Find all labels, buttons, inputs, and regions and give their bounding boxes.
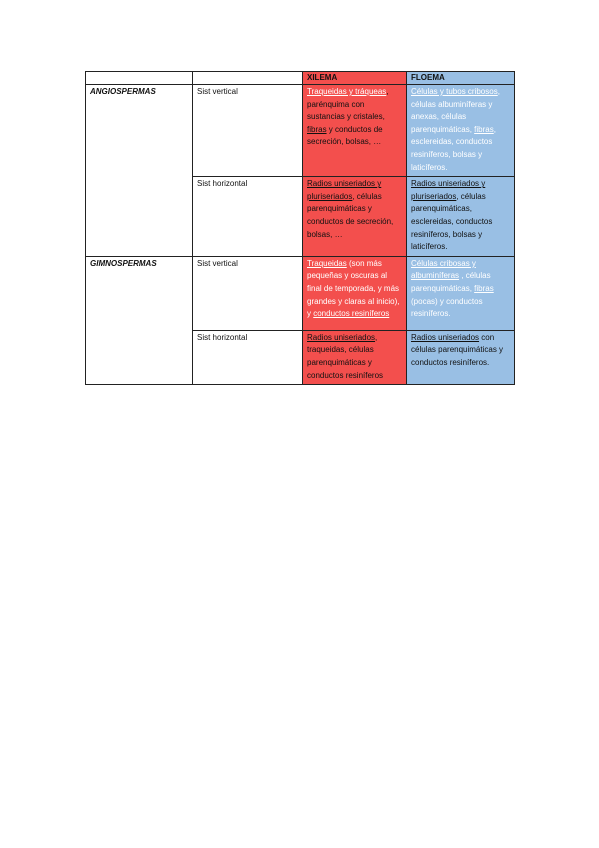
floema-cell — [407, 256, 515, 330]
cell-text: , células parenquimáticas, — [411, 271, 491, 293]
system-label: Sist horizontal — [193, 330, 303, 384]
cell-text: con células parenquimáticas y conductos resiníferos. — [411, 332, 504, 367]
cell-link: fibras — [474, 283, 494, 293]
floema-cell — [407, 177, 515, 257]
system-label: Sist vertical — [193, 85, 303, 177]
cell-link: fibras — [474, 124, 494, 134]
cell-text: (son más pequeñas y oscuras al final de temporada, y más grandes y claras al inicio), y — [307, 258, 400, 319]
cell-link: fibras — [307, 124, 327, 134]
cell-link: Células y tubos cribosos — [411, 87, 498, 96]
header-empty-cell-2 — [193, 72, 303, 85]
cell-text: , células albuminíferas y anexas, células parenquimáticas, — [411, 87, 500, 134]
xilema-cell — [303, 330, 407, 384]
cell-link: Células cribosas y albuminíferas — [411, 258, 476, 281]
cell-text: , células parenquimáticas, esclereidas, conductos resiníferos, bolsas y laticíferos. — [411, 191, 493, 252]
cell-text: (pocas) y conductos resiníferos. — [411, 296, 483, 319]
cell-link: Traqueidas y tráqueas — [307, 87, 387, 96]
cell-text: , traqueidas, células parenquimáticas y conductos resiníferos — [307, 332, 384, 380]
cell-text: , parénquima con sustancias y cristales, — [307, 87, 389, 122]
xilema-cell — [303, 85, 407, 177]
cell-text: y conductos de secreción, bolsas, … — [307, 124, 383, 147]
cell-text: , células parenquimáticas y conductos de secreción, bolsas, … — [307, 191, 394, 239]
system-label: Sist horizontal — [193, 177, 303, 257]
table-row — [86, 85, 515, 177]
xilema-cell — [303, 177, 407, 257]
cell-link: conductos resiníferos — [313, 309, 390, 319]
table-row — [86, 256, 515, 330]
xilema-cell — [303, 256, 407, 330]
cell-link: Radios uniseriados — [307, 332, 376, 342]
cell-link: Radios uniseriados — [411, 332, 480, 342]
group-angiospermas: ANGIOSPERMAS — [86, 85, 193, 257]
table-header-row — [86, 72, 515, 85]
cell-link: Radios uniseriados y pluriseriados — [307, 179, 382, 201]
cell-link: Traqueidas — [307, 258, 347, 268]
system-label: Sist vertical — [193, 256, 303, 330]
group-gimnospermas: GIMNOSPERMAS — [86, 256, 193, 384]
cell-link: Radios uniseriados y pluriseriados — [411, 179, 486, 201]
floema-cell — [407, 85, 515, 177]
floema-cell — [407, 330, 515, 384]
header-empty-cell-1 — [86, 72, 193, 85]
header-xilema: XILEMA — [303, 72, 407, 85]
header-floema: FLOEMA — [407, 72, 515, 85]
cell-text: , esclereidas, conductos resiníferos, bolsas y laticíferos. — [411, 124, 496, 172]
tissue-comparison-table — [85, 71, 515, 385]
